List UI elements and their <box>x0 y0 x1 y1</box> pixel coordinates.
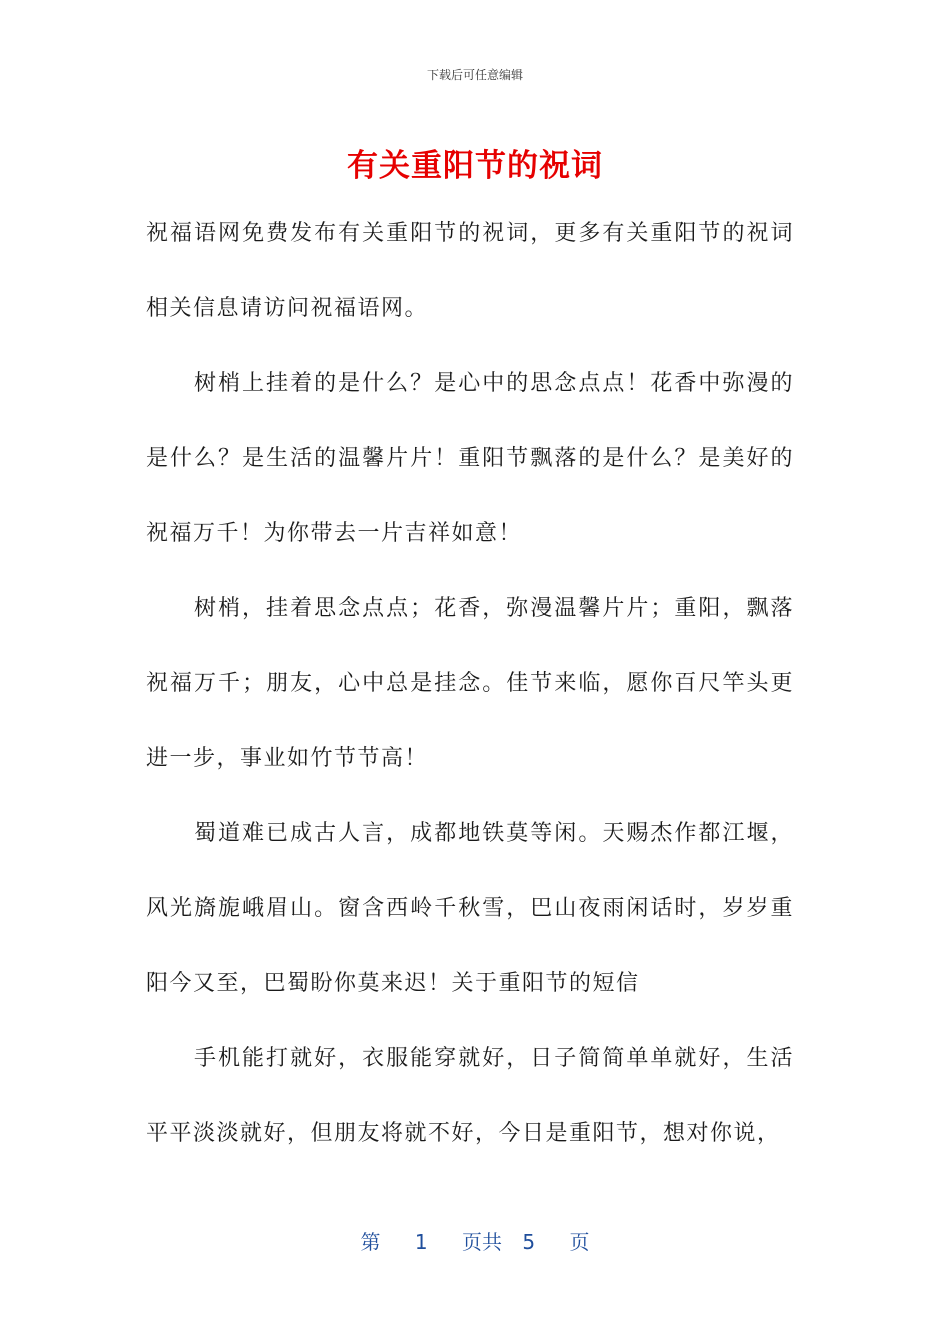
page-footer <box>0 1226 950 1255</box>
current-page-number: 1 <box>414 1230 428 1254</box>
header-note: 下载后可任意编辑 <box>426 68 523 82</box>
paragraph-blessing-4: 手机能打就好，衣服能穿就好，日子简简单单就好，生活平平淡淡就好，但朋友将就不好，今日是重阳节，想对你说， <box>146 1046 794 1146</box>
paragraph-blessing-1: 树梢上挂着的是什么？是心中的思念点点！花香中弥漫的是什么？是生活的温馨片片！重阳节飘落的是什么？是美好的祝福万千！为你带去一片吉祥如意！ <box>146 371 794 546</box>
page-prefix: 第 <box>360 1230 381 1254</box>
document-title: 有关重阳节的祝词 <box>347 148 603 184</box>
total-pages-number: 5 <box>522 1230 536 1254</box>
document-body <box>146 196 794 1171</box>
paragraph-blessing-3: 蜀道难已成古人言，成都地铁莫等闲。天赐杰作都江堰，风光旖旎峨眉山。窗含西岭千秋雪，巴山夜雨闲话时，岁岁重阳今又至，巴蜀盼你莫来迟！关于重阳节的短信 <box>146 821 794 996</box>
page-middle-label: 页共 <box>462 1230 502 1254</box>
page-suffix: 页 <box>569 1230 590 1254</box>
paragraph-blessing-2: 树梢，挂着思念点点；花香，弥漫温馨片片；重阳，飘落祝福万千；朋友，心中总是挂念。佳节来临，愿你百尺竿头更进一步，事业如竹节节高！ <box>146 596 794 771</box>
paragraph-intro: 祝福语网免费发布有关重阳节的祝词，更多有关重阳节的祝词相关信息请访问祝福语网。 <box>146 221 794 321</box>
